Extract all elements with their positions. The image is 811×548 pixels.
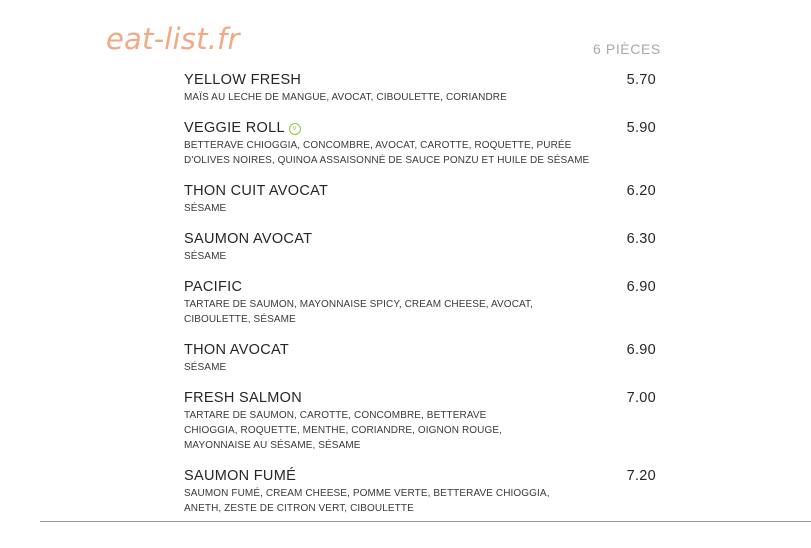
- menu-item-fresh-salmon: [184, 390, 656, 453]
- item-price: 6.90: [626, 279, 656, 295]
- item-name: VEGGIE ROLL: [184, 120, 285, 136]
- menu-item-thon-cuit-avocat: [184, 183, 656, 216]
- item-description: SAUMON FUMÉ, CREAM CHEESE, POMME VERTE, BETTERAVE CHIOGGIA, ANETH, ZESTE DE CITRON VERT, CIBOULETTE: [184, 488, 550, 514]
- item-price: 7.00: [626, 390, 656, 406]
- menu-list: [184, 72, 656, 531]
- item-description: MAÏS AU LECHE DE MANGUE, AVOCAT, CIBOULETTE, CORIANDRE: [184, 92, 507, 103]
- pieces-label: 6 PIÈCES: [593, 41, 661, 57]
- item-description: SÉSAME: [184, 203, 227, 214]
- item-description: SÉSAME: [184, 362, 227, 373]
- menu-item-veggie-roll: [184, 120, 656, 168]
- item-name: THON CUIT AVOCAT: [184, 183, 329, 199]
- menu-item-thon-avocat: [184, 342, 656, 375]
- item-name-row: [184, 120, 656, 137]
- watermark-logo: eat-list.fr: [106, 22, 240, 56]
- item-description: SÉSAME: [184, 251, 227, 262]
- menu-item-saumon-avocat: [184, 231, 656, 264]
- item-name: PACIFIC: [184, 279, 243, 295]
- menu-item-yellow-fresh: [184, 72, 656, 105]
- item-name: FRESH SALMON: [184, 390, 303, 406]
- item-price: 5.70: [626, 72, 656, 88]
- item-description: TARTARE DE SAUMON, CAROTTE, CONCOMBRE, BETTERAVE CHIOGGIA, ROQUETTE, MENTHE, CORIANDRE, OIGNON ROUGE, MAYONNAISE AU SÉSAME, SÉSAME: [184, 410, 502, 451]
- item-name: YELLOW FRESH: [184, 72, 302, 88]
- vegetarian-icon: v: [289, 123, 301, 135]
- menu-item-saumon-fume: [184, 468, 656, 516]
- item-name: SAUMON AVOCAT: [184, 231, 313, 247]
- item-description: TARTARE DE SAUMON, MAYONNAISE SPICY, CREAM CHEESE, AVOCAT, CIBOULETTE, SÉSAME: [184, 299, 534, 325]
- item-description: BETTERAVE CHIOGGIA, CONCOMBRE, AVOCAT, CAROTTE, ROQUETTE, PURÉE D'OLIVES NOIRES, QUINOA ASSAISONNÉ DE SAUCE PONZU ET HUILE DE SÉSAME: [184, 140, 590, 166]
- footer-divider: [40, 521, 811, 522]
- item-price: 7.20: [626, 468, 656, 484]
- item-price: 6.30: [626, 231, 656, 247]
- item-name: THON AVOCAT: [184, 342, 290, 358]
- item-name: SAUMON FUMÉ: [184, 468, 297, 484]
- item-price: 6.20: [626, 183, 656, 199]
- item-price: 6.90: [626, 342, 656, 358]
- menu-item-pacific: [184, 279, 656, 327]
- item-price: 5.90: [626, 120, 656, 136]
